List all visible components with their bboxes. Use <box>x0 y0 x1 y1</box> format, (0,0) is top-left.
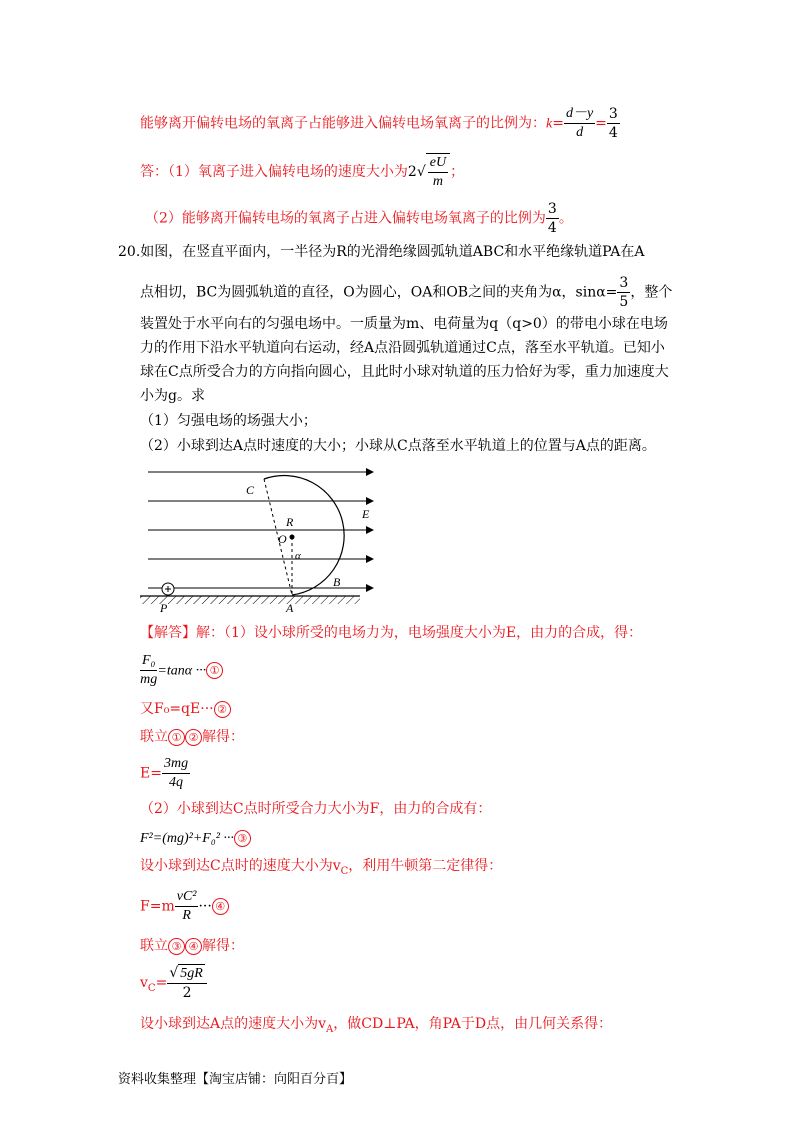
problem-number: 20. <box>118 244 141 260</box>
solution-header: 【解答】解：（1）设小球所受的电场力为，电场强度大小为E，由力的合成，得： <box>140 625 643 641</box>
mark-2: ② <box>214 701 231 718</box>
answer-2: （2）能够离开偏转电场的氧离子占进入偏转电场氧离子的比例为 $\frac{3}{4}$ 。 <box>145 201 573 236</box>
eq6-fraction: $\frac{√ 5gR}{2}$ <box>167 964 206 1002</box>
sin-fraction: $\frac{3}{5}$ <box>619 275 629 310</box>
eq5-fraction: $\frac{\text{vC²}}{R}$ <box>176 889 197 923</box>
label-r: R <box>286 515 294 529</box>
label-p: P <box>160 601 168 615</box>
problem-line-3: 装置处于水平向右的匀强电场中。一质量为m、电荷量为q（q>0）的带电小球在电场 <box>140 316 668 332</box>
problem-line-6: 小为g。求 <box>140 388 205 404</box>
problem-line-4: 力的作用下沿水平轨道向右运动，经A点沿圆弧轨道通过C点，落至水平轨道。已知小 <box>140 340 665 356</box>
equation-4: F²=(mg)²+F₀² ··· ③ <box>140 829 251 848</box>
combine-34: 联立 ③ ④ 解得： <box>140 938 244 954</box>
combine-12: 联立 ① ② 解得： <box>140 729 244 745</box>
problem-line-1: 20.如图，在竖直平面内，一半径为R的光滑绝缘圆弧轨道ABC和水平绝缘轨道PA在A <box>118 244 645 260</box>
label-alpha: α <box>295 550 301 562</box>
answer-1-sqrt: $\frac{eU}{m}$ <box>426 153 450 191</box>
ratio-value-fraction: $\frac{3}{4}$ <box>608 106 618 141</box>
ratio-fraction: $\frac{d-y}{d}$ <box>565 106 594 140</box>
equation-5: F=m $\frac{\text{vC²}}{R}$ ··· ④ <box>140 888 229 925</box>
eq1-fraction: $\frac{\text{F₀}}{mg}$ <box>140 653 158 687</box>
answer-1-text: 答：（1）氧离子进入偏转电场的速度大小为 <box>140 164 408 180</box>
equation-3: E= $\frac{3mg}{4q}$ <box>140 756 189 790</box>
equation-1: $\frac{\text{F₀}}{mg}$ =tanα ··· ① <box>140 652 223 689</box>
equation-2: 又F₀=qE··· ② <box>140 700 231 718</box>
label-b: B <box>333 575 341 589</box>
question-1: （1）匀强电场的场强大小； <box>140 413 317 429</box>
label-e: E <box>362 507 370 521</box>
question-2: （2）小球到达A点时速度的大小；小球从C点落至水平轨道上的位置与A点的距离。 <box>140 438 656 454</box>
label-o: O <box>278 532 287 546</box>
answer-2-text: （2）能够离开偏转电场的氧离子占进入偏转电场氧离子的比例为 <box>145 210 546 227</box>
problem-line-2: 点相切，BC为圆弧轨道的直径，O为圆心，OA和OB之间的夹角为α，sinα= $\frac{3}{5}$ ，整个 <box>140 275 673 310</box>
answer-2-fraction: $\frac{3}{4}$ <box>547 201 557 236</box>
mark-1: ① <box>206 662 223 679</box>
part-2-header: （2）小球到达C点时所受合力大小为F，由力的合成有： <box>140 801 492 817</box>
physics-figure <box>140 462 380 617</box>
equation-6: $v_C=$ $\frac{√ 5gR}{2}$ <box>140 964 207 1002</box>
label-c: C <box>246 483 255 497</box>
last-line: 设小球到达A点的速度大小为$v_A$，做CD⊥PA，角PA于D点，由几何关系得： <box>140 1016 613 1035</box>
problem-line-5: 球在C点所受合力的方向指向圆心，且此时小球对轨道的压力恰好为零，重力加速度大 <box>140 364 669 380</box>
ground-hatch <box>140 596 360 604</box>
label-a: A <box>286 601 294 615</box>
eq3-fraction: $\frac{3mg}{4q}$ <box>163 756 189 790</box>
mark-4: ④ <box>212 898 229 915</box>
center-o <box>290 535 295 540</box>
ratio-text: 能够离开偏转电场的氧离子占能够进入偏转电场氧离子的比例为： <box>140 115 546 132</box>
ratio-line: 能够离开偏转电场的氧离子占能够进入偏转电场氧离子的比例为：k= $\frac{d-y}{d}$ = $\frac{3}{4}$ <box>140 106 618 141</box>
vc-intro: 设小球到达C点时的速度大小为$v_C$，利用牛顿第二定律得： <box>140 858 503 877</box>
ratio-k: k <box>546 116 553 132</box>
answer-1: 答：（1）氧离子进入偏转电场的速度大小为2√ $\frac{eU}{m}$ ； <box>140 155 465 189</box>
field-lines <box>148 472 373 588</box>
mark-3: ③ <box>234 830 251 847</box>
footer-text: 资料收集整理【淘宝店铺：向阳百分百】 <box>118 1072 353 1087</box>
